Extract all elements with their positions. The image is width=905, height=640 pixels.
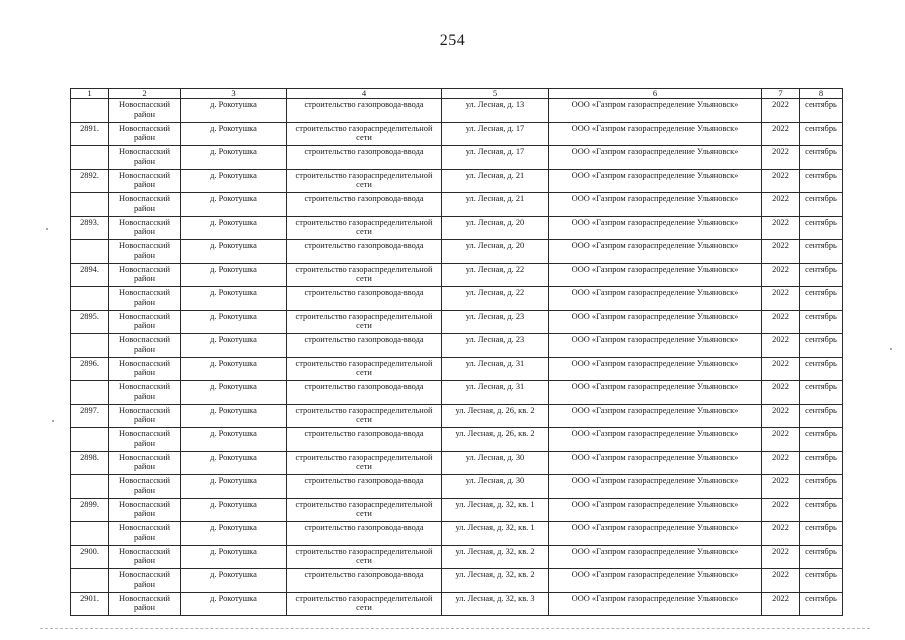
work-type-cell: строительство газопровода-ввода [287, 522, 442, 546]
locality-cell: д. Рокотушка [181, 569, 287, 593]
address-cell: ул. Лесная, д. 21 [442, 169, 549, 193]
address-cell: ул. Лесная, д. 31 [442, 357, 549, 381]
page-number: 254 [439, 32, 466, 49]
work-type-cell: строительство газораспределительной сети [287, 263, 442, 287]
address-cell: ул. Лесная, д. 32, кв. 1 [442, 498, 549, 522]
locality-cell: д. Рокотушка [181, 451, 287, 475]
month-cell: сентябрь [800, 310, 843, 334]
district-cell: Новоспасский район [109, 592, 181, 616]
row-number: 2898. [71, 451, 109, 475]
organization-cell: ООО «Газпром газораспределение Ульяновск» [549, 357, 762, 381]
column-header: 7 [762, 89, 800, 99]
work-type-cell: строительство газораспределительной сети [287, 451, 442, 475]
row-number: 2891. [71, 122, 109, 146]
district-cell: Новоспасский район [109, 263, 181, 287]
organization-cell: ООО «Газпром газораспределение Ульяновск» [549, 545, 762, 569]
locality-cell: д. Рокотушка [181, 545, 287, 569]
year-cell: 2022 [762, 404, 800, 428]
work-type-cell: строительство газораспределительной сети [287, 592, 442, 616]
locality-cell: д. Рокотушка [181, 475, 287, 499]
year-cell: 2022 [762, 216, 800, 240]
year-cell: 2022 [762, 240, 800, 264]
row-number: 2892. [71, 169, 109, 193]
address-cell: ул. Лесная, д. 30 [442, 475, 549, 499]
table-row [71, 310, 843, 334]
address-cell: ул. Лесная, д. 32, кв. 2 [442, 569, 549, 593]
year-cell: 2022 [762, 475, 800, 499]
month-cell: сентябрь [800, 240, 843, 264]
table-row [71, 545, 843, 569]
month-cell: сентябрь [800, 592, 843, 616]
row-number: 2893. [71, 216, 109, 240]
year-cell: 2022 [762, 451, 800, 475]
locality-cell: д. Рокотушка [181, 263, 287, 287]
table-row [71, 522, 843, 546]
year-cell: 2022 [762, 381, 800, 405]
table-row [71, 334, 843, 358]
work-type-cell: строительство газораспределительной сети [287, 310, 442, 334]
row-number [71, 428, 109, 452]
row-number: 2894. [71, 263, 109, 287]
row-number [71, 99, 109, 123]
year-cell: 2022 [762, 428, 800, 452]
work-type-cell: строительство газораспределительной сети [287, 357, 442, 381]
locality-cell: д. Рокотушка [181, 334, 287, 358]
year-cell: 2022 [762, 545, 800, 569]
locality-cell: д. Рокотушка [181, 146, 287, 170]
district-cell: Новоспасский район [109, 240, 181, 264]
district-cell: Новоспасский район [109, 146, 181, 170]
row-number [71, 193, 109, 217]
locality-cell: д. Рокотушка [181, 240, 287, 264]
row-number: 2896. [71, 357, 109, 381]
work-type-cell: строительство газораспределительной сети [287, 216, 442, 240]
month-cell: сентябрь [800, 122, 843, 146]
work-type-cell: строительство газораспределительной сети [287, 122, 442, 146]
district-cell: Новоспасский район [109, 122, 181, 146]
year-cell: 2022 [762, 169, 800, 193]
column-header: 1 [71, 89, 109, 99]
address-cell: ул. Лесная, д. 23 [442, 310, 549, 334]
table-row [71, 569, 843, 593]
address-cell: ул. Лесная, д. 31 [442, 381, 549, 405]
table-row [71, 451, 843, 475]
district-cell: Новоспасский район [109, 451, 181, 475]
month-cell: сентябрь [800, 216, 843, 240]
locality-cell: д. Рокотушка [181, 428, 287, 452]
table-row [71, 263, 843, 287]
month-cell: сентябрь [800, 334, 843, 358]
year-cell: 2022 [762, 357, 800, 381]
district-cell: Новоспасский район [109, 169, 181, 193]
locality-cell: д. Рокотушка [181, 404, 287, 428]
address-cell: ул. Лесная, д. 13 [442, 99, 549, 123]
month-cell: сентябрь [800, 263, 843, 287]
district-cell: Новоспасский район [109, 216, 181, 240]
month-cell: сентябрь [800, 522, 843, 546]
work-type-cell: строительство газопровода-ввода [287, 381, 442, 405]
row-number: 2900. [71, 545, 109, 569]
locality-cell: д. Рокотушка [181, 193, 287, 217]
scan-speck [890, 348, 892, 350]
year-cell: 2022 [762, 498, 800, 522]
month-cell: сентябрь [800, 569, 843, 593]
locality-cell: д. Рокотушка [181, 357, 287, 381]
organization-cell: ООО «Газпром газораспределение Ульяновск» [549, 287, 762, 311]
month-cell: сентябрь [800, 381, 843, 405]
scan-speck [52, 420, 54, 422]
year-cell: 2022 [762, 592, 800, 616]
year-cell: 2022 [762, 146, 800, 170]
organization-cell: ООО «Газпром газораспределение Ульяновск» [549, 240, 762, 264]
locality-cell: д. Рокотушка [181, 99, 287, 123]
table-row [71, 428, 843, 452]
organization-cell: ООО «Газпром газораспределение Ульяновск» [549, 592, 762, 616]
month-cell: сентябрь [800, 428, 843, 452]
address-cell: ул. Лесная, д. 30 [442, 451, 549, 475]
district-cell: Новоспасский район [109, 334, 181, 358]
year-cell: 2022 [762, 193, 800, 217]
organization-cell: ООО «Газпром газораспределение Ульяновск» [549, 263, 762, 287]
column-header: 6 [549, 89, 762, 99]
row-number: 2897. [71, 404, 109, 428]
district-cell: Новоспасский район [109, 99, 181, 123]
year-cell: 2022 [762, 122, 800, 146]
address-cell: ул. Лесная, д. 20 [442, 240, 549, 264]
district-cell: Новоспасский район [109, 193, 181, 217]
district-cell: Новоспасский район [109, 545, 181, 569]
year-cell: 2022 [762, 334, 800, 358]
gasification-register-table [70, 88, 843, 616]
month-cell: сентябрь [800, 146, 843, 170]
row-number: 2901. [71, 592, 109, 616]
month-cell: сентябрь [800, 287, 843, 311]
row-number [71, 569, 109, 593]
table-row [71, 99, 843, 123]
column-number-header-row [71, 89, 843, 99]
work-type-cell: строительство газопровода-ввода [287, 99, 442, 123]
month-cell: сентябрь [800, 475, 843, 499]
work-type-cell: строительство газораспределительной сети [287, 545, 442, 569]
table-row [71, 592, 843, 616]
month-cell: сентябрь [800, 357, 843, 381]
table-row [71, 216, 843, 240]
column-header: 8 [800, 89, 843, 99]
address-cell: ул. Лесная, д. 32, кв. 2 [442, 545, 549, 569]
locality-cell: д. Рокотушка [181, 122, 287, 146]
row-number [71, 287, 109, 311]
locality-cell: д. Рокотушка [181, 381, 287, 405]
address-cell: ул. Лесная, д. 32, кв. 3 [442, 592, 549, 616]
organization-cell: ООО «Газпром газораспределение Ульяновск» [549, 122, 762, 146]
locality-cell: д. Рокотушка [181, 522, 287, 546]
table-row [71, 498, 843, 522]
organization-cell: ООО «Газпром газораспределение Ульяновск» [549, 193, 762, 217]
organization-cell: ООО «Газпром газораспределение Ульяновск» [549, 146, 762, 170]
scan-speck [46, 228, 48, 230]
column-header: 3 [181, 89, 287, 99]
locality-cell: д. Рокотушка [181, 592, 287, 616]
work-type-cell: строительство газопровода-ввода [287, 240, 442, 264]
table-row [71, 146, 843, 170]
district-cell: Новоспасский район [109, 287, 181, 311]
address-cell: ул. Лесная, д. 17 [442, 146, 549, 170]
organization-cell: ООО «Газпром газораспределение Ульяновск» [549, 522, 762, 546]
month-cell: сентябрь [800, 99, 843, 123]
locality-cell: д. Рокотушка [181, 287, 287, 311]
locality-cell: д. Рокотушка [181, 216, 287, 240]
work-type-cell: строительство газораспределительной сети [287, 404, 442, 428]
organization-cell: ООО «Газпром газораспределение Ульяновск» [549, 569, 762, 593]
row-number [71, 522, 109, 546]
address-cell: ул. Лесная, д. 23 [442, 334, 549, 358]
work-type-cell: строительство газопровода-ввода [287, 569, 442, 593]
year-cell: 2022 [762, 99, 800, 123]
district-cell: Новоспасский район [109, 522, 181, 546]
table-row [71, 475, 843, 499]
organization-cell: ООО «Газпром газораспределение Ульяновск» [549, 216, 762, 240]
year-cell: 2022 [762, 310, 800, 334]
work-type-cell: строительство газопровода-ввода [287, 287, 442, 311]
work-type-cell: строительство газопровода-ввода [287, 193, 442, 217]
district-cell: Новоспасский район [109, 357, 181, 381]
table-row [71, 240, 843, 264]
table-row [71, 193, 843, 217]
locality-cell: д. Рокотушка [181, 498, 287, 522]
organization-cell: ООО «Газпром газораспределение Ульяновск» [549, 498, 762, 522]
row-number: 2899. [71, 498, 109, 522]
organization-cell: ООО «Газпром газораспределение Ульяновск» [549, 381, 762, 405]
column-header: 2 [109, 89, 181, 99]
year-cell: 2022 [762, 522, 800, 546]
locality-cell: д. Рокотушка [181, 169, 287, 193]
table-row [71, 357, 843, 381]
table-row [71, 122, 843, 146]
month-cell: сентябрь [800, 193, 843, 217]
table-row [71, 169, 843, 193]
month-cell: сентябрь [800, 498, 843, 522]
organization-cell: ООО «Газпром газораспределение Ульяновск» [549, 475, 762, 499]
work-type-cell: строительство газораспределительной сети [287, 498, 442, 522]
address-cell: ул. Лесная, д. 20 [442, 216, 549, 240]
work-type-cell: строительство газопровода-ввода [287, 428, 442, 452]
organization-cell: ООО «Газпром газораспределение Ульяновск» [549, 169, 762, 193]
table-row [71, 381, 843, 405]
organization-cell: ООО «Газпром газораспределение Ульяновск» [549, 99, 762, 123]
organization-cell: ООО «Газпром газораспределение Ульяновск» [549, 310, 762, 334]
work-type-cell: строительство газопровода-ввода [287, 334, 442, 358]
work-type-cell: строительство газораспределительной сети [287, 169, 442, 193]
register-body [71, 99, 843, 616]
organization-cell: ООО «Газпром газораспределение Ульяновск» [549, 428, 762, 452]
district-cell: Новоспасский район [109, 475, 181, 499]
month-cell: сентябрь [800, 451, 843, 475]
column-header: 5 [442, 89, 549, 99]
organization-cell: ООО «Газпром газораспределение Ульяновск» [549, 451, 762, 475]
row-number [71, 381, 109, 405]
scan-edge-line [40, 628, 870, 630]
address-cell: ул. Лесная, д. 22 [442, 287, 549, 311]
address-cell: ул. Лесная, д. 22 [442, 263, 549, 287]
row-number [71, 334, 109, 358]
district-cell: Новоспасский район [109, 569, 181, 593]
district-cell: Новоспасский район [109, 381, 181, 405]
month-cell: сентябрь [800, 169, 843, 193]
district-cell: Новоспасский район [109, 404, 181, 428]
address-cell: ул. Лесная, д. 26, кв. 2 [442, 404, 549, 428]
work-type-cell: строительство газопровода-ввода [287, 146, 442, 170]
month-cell: сентябрь [800, 404, 843, 428]
work-type-cell: строительство газопровода-ввода [287, 475, 442, 499]
district-cell: Новоспасский район [109, 310, 181, 334]
address-cell: ул. Лесная, д. 32, кв. 1 [442, 522, 549, 546]
year-cell: 2022 [762, 287, 800, 311]
year-cell: 2022 [762, 569, 800, 593]
district-cell: Новоспасский район [109, 428, 181, 452]
row-number [71, 475, 109, 499]
column-header: 4 [287, 89, 442, 99]
organization-cell: ООО «Газпром газораспределение Ульяновск» [549, 404, 762, 428]
month-cell: сентябрь [800, 545, 843, 569]
row-number [71, 240, 109, 264]
address-cell: ул. Лесная, д. 26, кв. 2 [442, 428, 549, 452]
year-cell: 2022 [762, 263, 800, 287]
address-cell: ул. Лесная, д. 17 [442, 122, 549, 146]
district-cell: Новоспасский район [109, 498, 181, 522]
table-row [71, 287, 843, 311]
address-cell: ул. Лесная, д. 21 [442, 193, 549, 217]
organization-cell: ООО «Газпром газораспределение Ульяновск» [549, 334, 762, 358]
table-row [71, 404, 843, 428]
locality-cell: д. Рокотушка [181, 310, 287, 334]
row-number: 2895. [71, 310, 109, 334]
row-number [71, 146, 109, 170]
